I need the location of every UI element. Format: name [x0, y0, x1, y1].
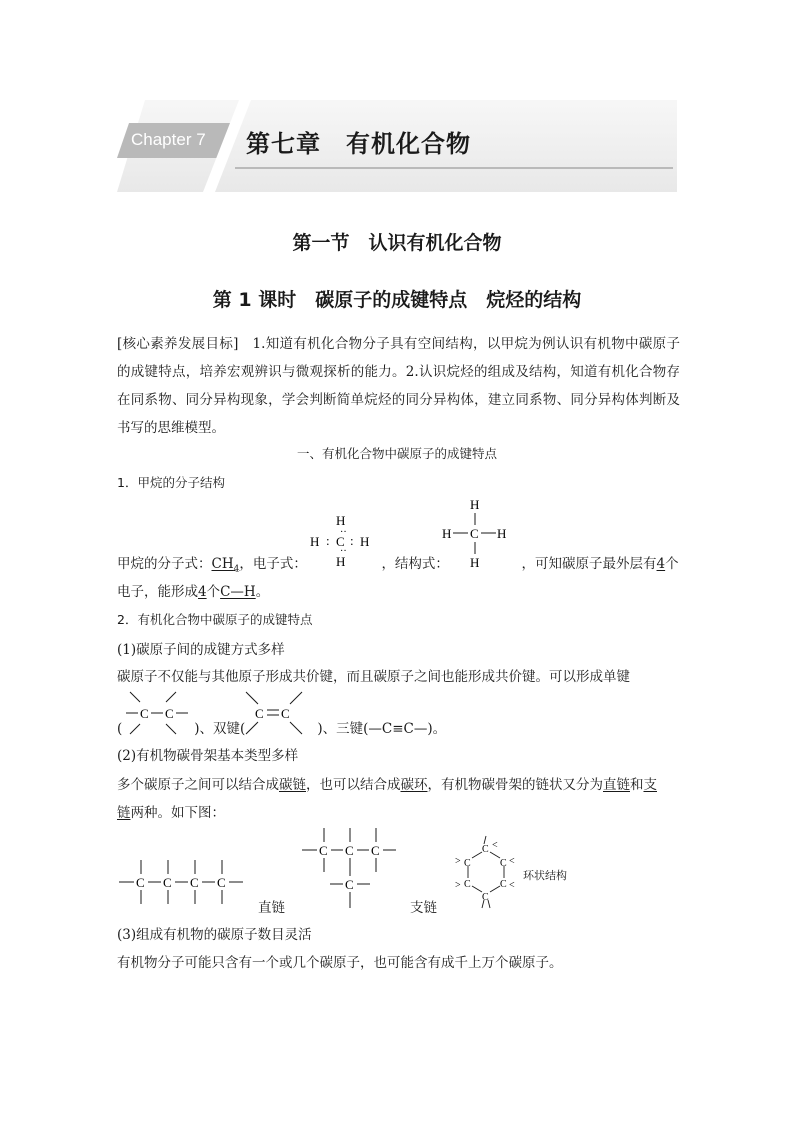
svg-text:>: > — [455, 880, 461, 891]
atom-c: C — [470, 526, 479, 541]
svg-text:··: ·· — [340, 546, 347, 557]
pair-left: : — [326, 533, 330, 548]
item2-sub3-text: 有机物分子可能只含有一个或几个碳原子，也可能含有成千上万个碳原子。 — [117, 955, 563, 971]
svg-text:C: C — [140, 706, 149, 721]
svg-text:C: C — [371, 843, 380, 858]
atom-h-right: H — [360, 534, 370, 549]
svg-text:C: C — [163, 875, 172, 890]
label-ring-structure: 环状结构 — [523, 869, 567, 882]
goals-tag: [核心素养发展目标] — [117, 336, 239, 352]
atom-h-left: H — [310, 534, 320, 549]
atom-h-right: H — [497, 526, 507, 541]
atom-h-left: H — [442, 526, 452, 541]
section-title: 第一节 认识有机化合物 — [292, 232, 502, 254]
methane-formula: $CH_4$ — [211, 556, 240, 575]
svg-text:C: C — [255, 706, 264, 721]
svg-text:C: C — [345, 877, 354, 892]
label-branched-chain: 支链 — [410, 900, 437, 916]
item2-sub2: (2)有机物碳骨架基本类型多样 — [117, 748, 299, 764]
chapter-title: 第七章 有机化合物 — [246, 130, 471, 158]
branched-chain-structure — [298, 826, 402, 912]
valence-electrons: 4 — [656, 556, 666, 572]
item2-sub1: (1)碳原子间的成键方式多样 — [117, 642, 285, 658]
svg-text:C: C — [217, 875, 226, 890]
item2-sub1-text: 碳原子不仅能与其他原子形成共价键，而且碳原子之间也能形成共价键。可以形成单键 — [117, 669, 630, 685]
part1-heading: 一、有机化合物中碳原子的成键特点 — [296, 446, 497, 461]
atom-h-top: H — [470, 497, 480, 512]
item1-line1: 甲烷的分子式：$CH_4$，电子式： ，结构式： ，可知碳原子最外层有4个 — [117, 556, 679, 575]
atom-h-bottom: H — [336, 554, 346, 569]
goals-text: 1.知道有机化合物分子具有空间结构，以甲烷为例认识有机物中碳原子的成键特点，培养宏观辨识与微观探析的能力。2.认识烷烃的组成及结构，知道有机化合物存在同系物、同分异构现象，学会判断简单烷烃的同分异构体，建立同系物、同分异构体判断及书写的思维模型。 — [117, 336, 680, 436]
ring-structure — [452, 834, 522, 912]
svg-text:C: C — [281, 706, 290, 721]
svg-text:C: C — [319, 843, 328, 858]
item2-sub2-line2: 链两种。如下图： — [117, 805, 225, 821]
svg-text:<: < — [492, 840, 498, 851]
pair-right: : — [350, 533, 354, 548]
atom-c: C — [336, 534, 345, 549]
svg-text:C: C — [482, 844, 489, 855]
svg-text:C: C — [500, 879, 507, 890]
bond-count: 4 — [198, 584, 207, 600]
svg-text:<: < — [509, 880, 515, 891]
item2-sub2-line1: 多个碳原子之间可以结合成碳链，也可以结合成碳环，有机物碳骨架的链状又分为直链和支 — [117, 777, 657, 793]
atom-h-top: H — [336, 513, 346, 528]
svg-text:C: C — [464, 879, 471, 890]
svg-text:>: > — [455, 856, 461, 867]
item2-sub3: (3)组成有机物的碳原子数目灵活 — [117, 927, 312, 943]
label-straight-chain: 直链 — [258, 900, 285, 916]
svg-text:C: C — [482, 892, 489, 903]
svg-text:C: C — [500, 858, 507, 869]
bond-type: C—H — [220, 584, 256, 600]
straight-chain-structure — [115, 856, 255, 912]
item2-heading: 2．有机化合物中碳原子的成键特点 — [117, 612, 313, 627]
lesson-title: 第 1 课时 碳原子的成键特点 烷烃的结构 — [212, 289, 582, 311]
atom-h-bottom: H — [470, 555, 480, 570]
svg-text:C: C — [165, 706, 174, 721]
svg-text:C: C — [345, 843, 354, 858]
learning-goals — [117, 330, 680, 442]
bond-types-line: ( )、双键( )、三键(—C≡C—)。 — [117, 721, 447, 737]
svg-text:C: C — [464, 858, 471, 869]
chapter-label: Chapter 7 — [131, 130, 206, 149]
svg-text:··: ·· — [340, 527, 347, 538]
item1-heading: 1．甲烷的分子结构 — [117, 475, 225, 490]
svg-text:C: C — [190, 875, 199, 890]
svg-text:<: < — [509, 856, 515, 867]
svg-text:C: C — [136, 875, 145, 890]
item1-line2: 电子，能形成4个C—H。 — [117, 584, 270, 600]
